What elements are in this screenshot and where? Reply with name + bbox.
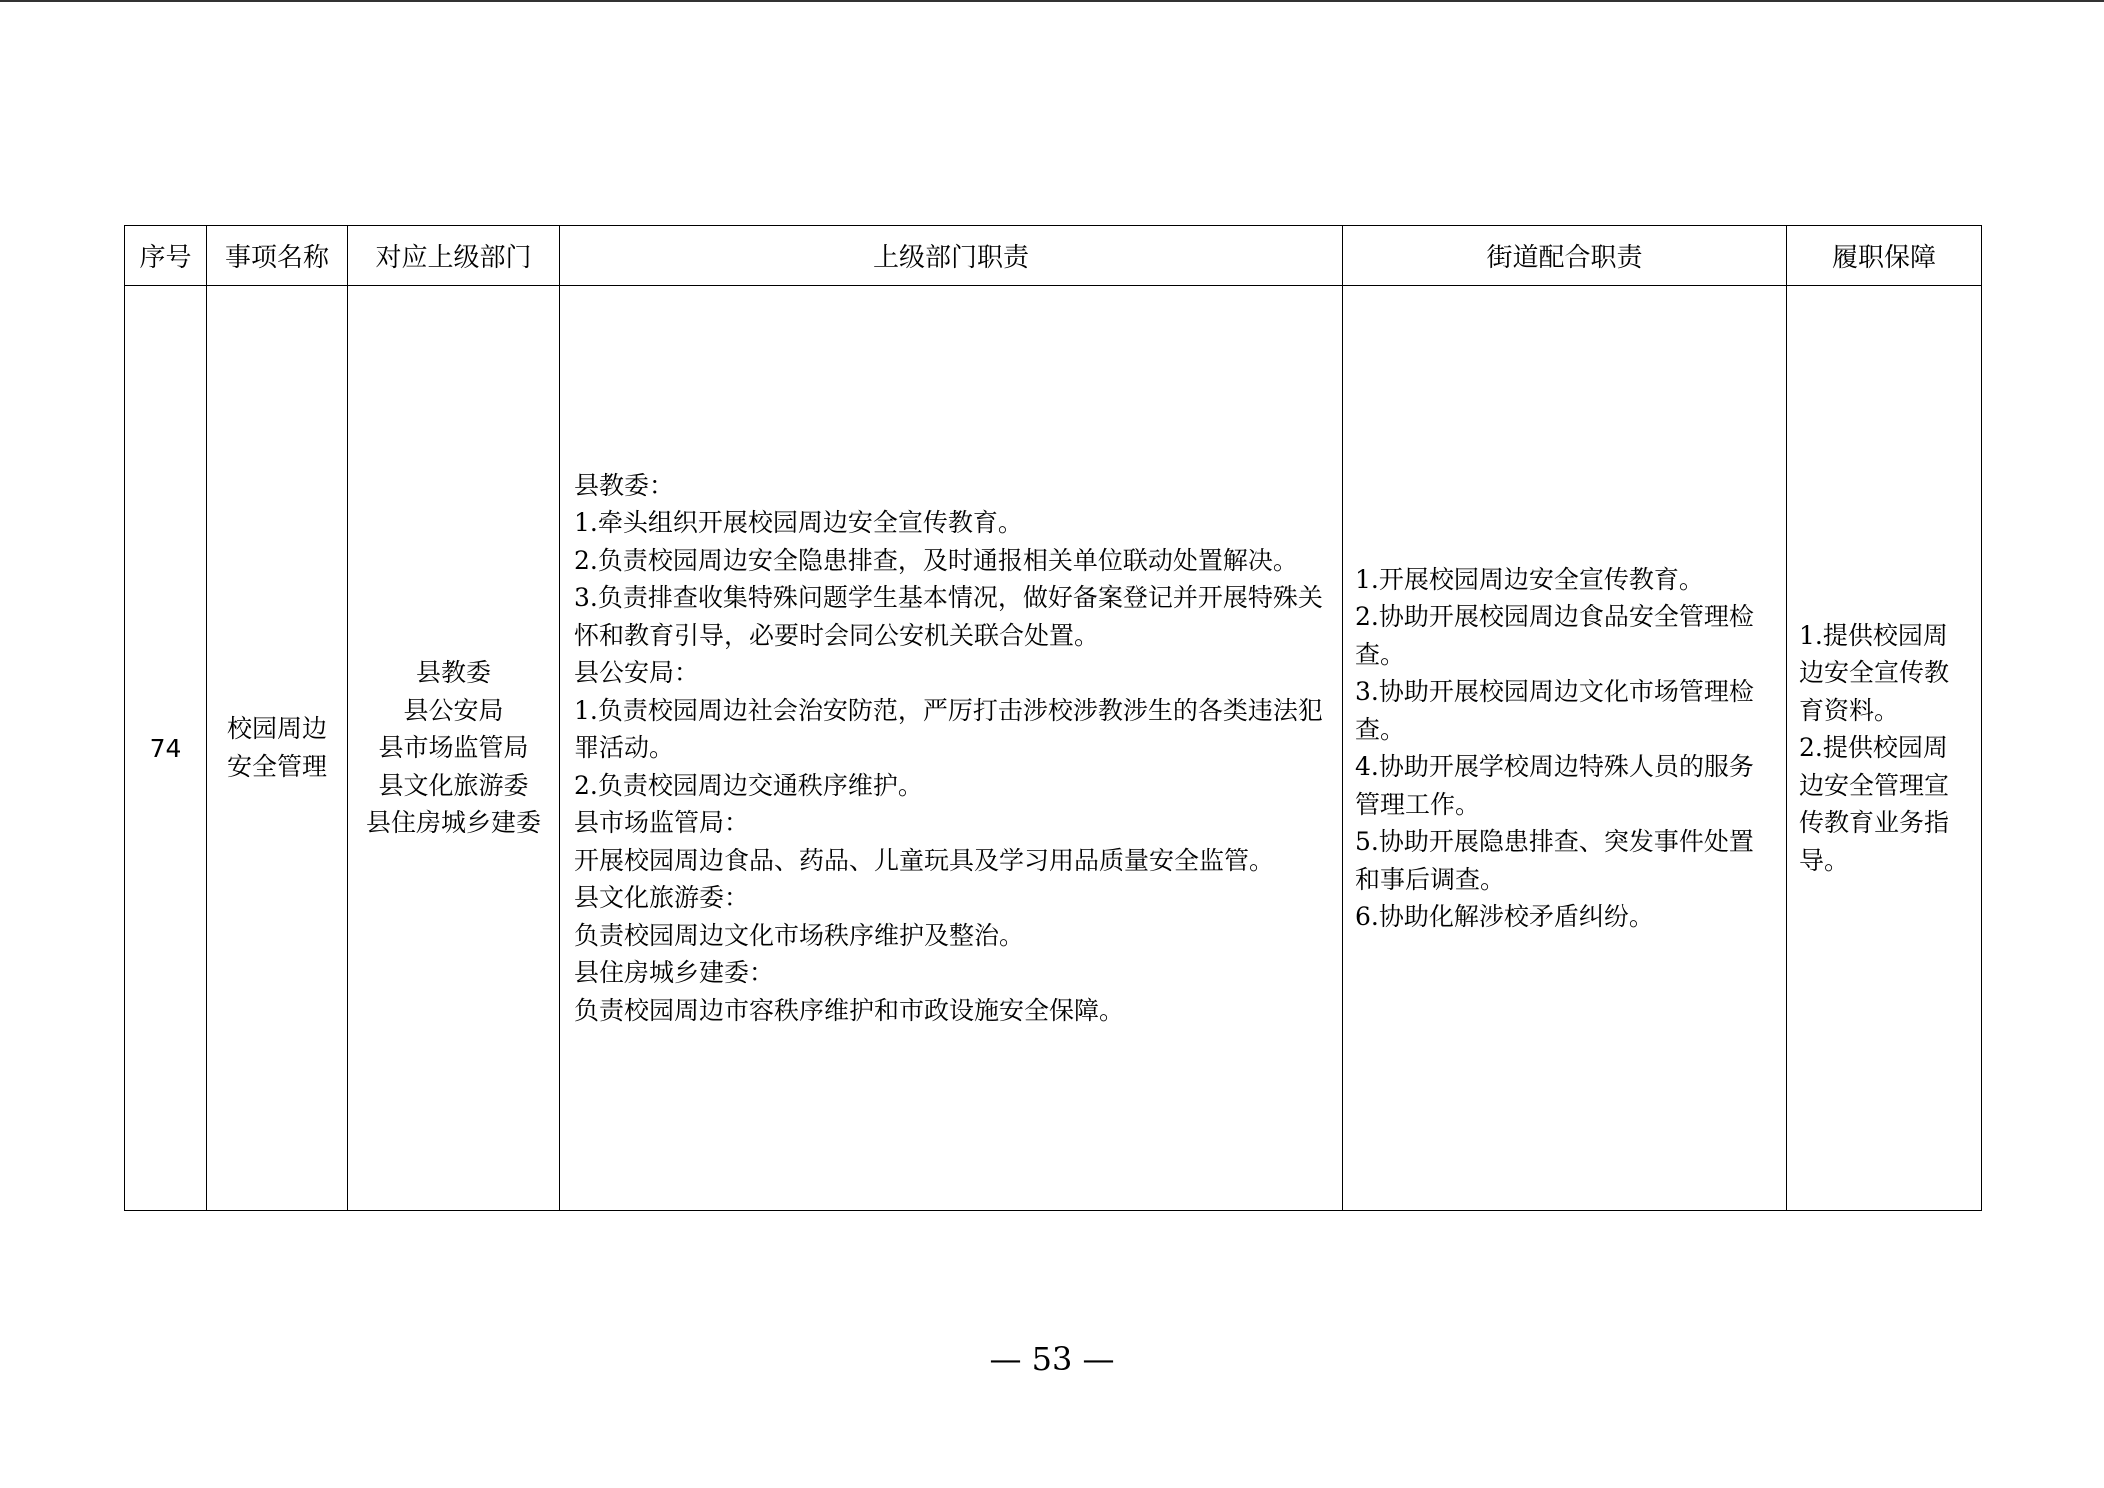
street-duty-item: 3.协助开展校园周边文化市场管理检查。 [1355, 677, 1754, 744]
cell-upper-duties [560, 286, 1343, 1211]
page-top-border [0, 0, 2104, 2]
duty-item: 1.牵头组织开展校园周边安全宣传教育。 [574, 508, 1023, 538]
duty-table [124, 225, 1982, 1211]
duty-item: 3.负责排查收集特殊问题学生基本情况，做好备案登记并开展特殊关怀和教育引导，必要时会同公安机关联合处置。 [574, 583, 1323, 650]
duty-heading: 县教委： [574, 470, 675, 500]
duty-item: 负责校园周边文化市场秩序维护及整治。 [574, 920, 1025, 950]
duty-item: 2.负责校园周边交通秩序维护。 [574, 770, 923, 800]
header-street-duties: 街道配合职责 [1343, 226, 1787, 286]
cell-guarantee [1787, 286, 1982, 1211]
duty-heading: 县市场监管局： [574, 808, 750, 838]
duty-heading: 县住房城乡建委： [574, 958, 775, 988]
department-item: 县文化旅游委 [378, 770, 529, 800]
street-duty-item: 6.协助化解涉校矛盾纠纷。 [1355, 902, 1654, 931]
department-item: 县公安局 [403, 695, 504, 725]
cell-seq: 74 [125, 286, 207, 1211]
duty-item: 开展校园周边食品、药品、儿童玩具及学习用品质量安全监管。 [574, 845, 1275, 875]
duty-item: 负责校园周边市容秩序维护和市政设施安全保障。 [574, 995, 1125, 1025]
header-seq: 序号 [125, 226, 207, 286]
street-duty-item: 2.协助开展校园周边食品安全管理检查。 [1355, 602, 1754, 669]
item-name-line: 安全管理 [226, 752, 327, 781]
page-number: — 53 — [989, 1340, 1115, 1378]
duty-item: 1.负责校园周边社会治安防范，严厉打击涉校涉教涉生的各类违法犯罪活动。 [574, 695, 1323, 763]
header-item-name: 事项名称 [207, 226, 348, 286]
header-upper-duties: 上级部门职责 [560, 226, 1343, 286]
cell-departments [348, 286, 560, 1211]
street-duty-item: 5.协助开展隐患排查、突发事件处置和事后调查。 [1355, 827, 1754, 894]
duty-item: 2.负责校园周边安全隐患排查，及时通报相关单位联动处置解决。 [574, 545, 1298, 575]
guarantee-item: 2.提供校园周边安全管理宣传教育业务指导。 [1799, 733, 1950, 875]
duty-heading: 县公安局： [574, 658, 700, 688]
table-header-row [125, 226, 1982, 286]
department-item: 县教委 [415, 658, 491, 688]
cell-street-duties [1343, 286, 1787, 1211]
street-duty-item: 4.协助开展学校周边特殊人员的服务管理工作。 [1355, 752, 1754, 819]
street-duty-item: 1.开展校园周边安全宣传教育。 [1355, 564, 1704, 594]
header-guarantee: 履职保障 [1787, 226, 1982, 286]
department-item: 县市场监管局 [378, 733, 529, 763]
cell-item-name [207, 286, 348, 1211]
duty-heading: 县文化旅游委： [574, 883, 750, 913]
table-row [125, 286, 1982, 1211]
item-name-line: 校园周边 [226, 714, 327, 743]
department-item: 县住房城乡建委 [365, 808, 541, 838]
guarantee-item: 1.提供校园周边安全宣传教育资料。 [1799, 620, 1950, 725]
header-upper-department: 对应上级部门 [348, 226, 560, 286]
